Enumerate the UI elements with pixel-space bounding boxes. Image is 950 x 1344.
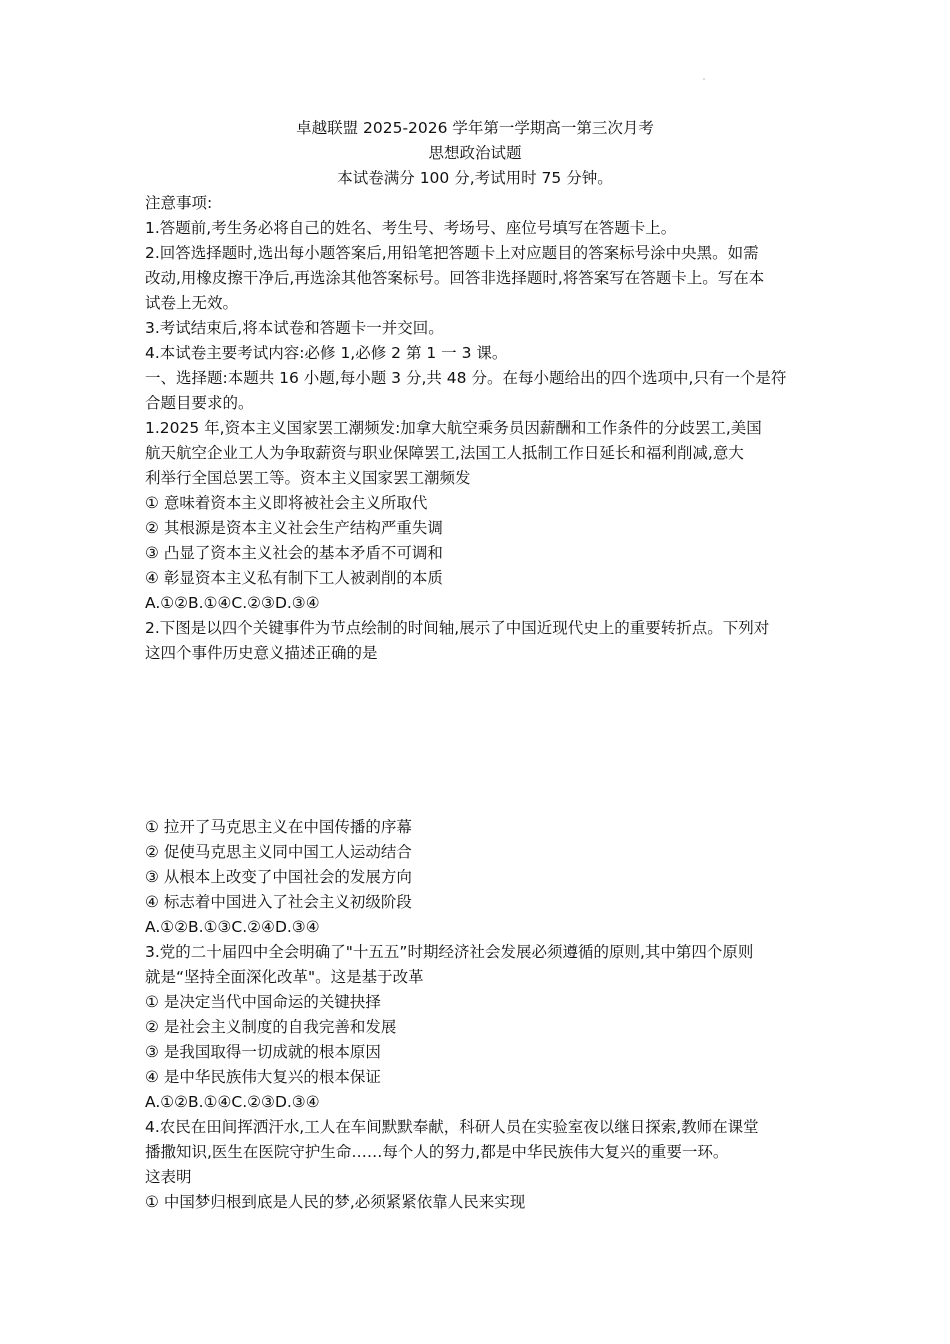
q1-answers: A.①②B.①④C.②③D.③④ bbox=[145, 594, 320, 612]
q2-answers: A.①②B.①③C.②④D.③④ bbox=[145, 918, 320, 936]
q2-option: ① 拉开了马克思主义在中国传播的序幕 bbox=[145, 818, 412, 836]
notice-line: 2.回答选择题时,选出每小题答案后,用铅笔把答题卡上对应题目的答案标号涂中央黑。如需 bbox=[145, 244, 759, 262]
q2-option: ④ 标志着中国进入了社会主义初级阶段 bbox=[145, 893, 412, 911]
q1-stem: 1.2025 年,资本主义国家罢工潮频发:加拿大航空乘务员因薪酬和工作条件的分歧罢工,美国 bbox=[145, 419, 762, 437]
exam-title: 卓越联盟 2025-2026 学年第一学期高一第三次月考 bbox=[296, 119, 654, 137]
q1-option: ③ 凸显了资本主义社会的基本矛盾不可调和 bbox=[145, 544, 443, 562]
timeline-figure-area bbox=[145, 665, 805, 805]
q3-option: ③ 是我国取得一切成就的根本原因 bbox=[145, 1043, 381, 1061]
notice-heading: 注意事项: bbox=[145, 194, 213, 212]
q4-stem: 这表明 bbox=[145, 1168, 192, 1186]
q3-answers: A.①②B.①④C.②③D.③④ bbox=[145, 1093, 320, 1111]
notice-line: 1.答题前,考生务必将自己的姓名、考生号、考场号、座位号填写在答题卡上。 bbox=[145, 219, 677, 237]
q4-stem: 4.农民在田间挥洒汗水,工人在车间默默奉献，科研人员在实验室夜以继日探索,教师在课堂 bbox=[145, 1118, 759, 1136]
exam-subject: 思想政治试题 bbox=[428, 144, 522, 162]
q1-option: ② 其根源是资本主义社会生产结构严重失调 bbox=[145, 519, 443, 537]
q3-stem: 3.党的二十届四中全会明确了"十五五”时期经济社会发展必须遵循的原则,其中第四个原则 bbox=[145, 943, 754, 961]
notice-line: 3.考试结束后,将本试卷和答题卡一并交回。 bbox=[145, 319, 444, 337]
notice-line: 4.本试卷主要考试内容:必修 1,必修 2 第 1 一 3 课。 bbox=[145, 344, 508, 362]
q2-stem: 2.下图是以四个关键事件为节点绘制的时间轴,展示了中国近现代史上的重要转折点。下列对 bbox=[145, 619, 770, 637]
q1-stem: 利举行全国总罢工等。资本主义国家罢工潮频发 bbox=[145, 469, 471, 487]
scan-mark bbox=[703, 78, 705, 80]
q3-stem: 就是“坚持全面深化改革"。这是基于改革 bbox=[145, 968, 424, 986]
q3-option: ② 是社会主义制度的自我完善和发展 bbox=[145, 1018, 397, 1036]
q1-stem: 航天航空企业工人为争取薪资与职业保障罢工,法国工人抵制工作日延长和福利削减,意大 bbox=[145, 444, 744, 462]
exam-info: 本试卷满分 100 分,考试用时 75 分钟。 bbox=[337, 169, 613, 187]
q3-option: ① 是决定当代中国命运的关键抉择 bbox=[145, 993, 381, 1011]
section-heading: 合题目要求的。 bbox=[145, 394, 254, 412]
section-heading: 一、选择题:本题共 16 小题,每小题 3 分,共 48 分。在每小题给出的四个选项中,只有一个是符 bbox=[145, 369, 787, 387]
q2-stem: 这四个事件历史意义描述正确的是 bbox=[145, 644, 378, 662]
q2-option: ② 促使马克思主义同中国工人运动结合 bbox=[145, 843, 412, 861]
q2-option: ③ 从根本上改变了中国社会的发展方向 bbox=[145, 868, 412, 886]
q4-stem: 播撒知识,医生在医院守护生命……每个人的努力,都是中华民族伟大复兴的重要一环。 bbox=[145, 1143, 729, 1161]
notice-line: 改动,用橡皮擦干净后,再选涂其他答案标号。回答非选择题时,将答案写在答题卡上。写在本 bbox=[145, 269, 765, 287]
q4-option: ① 中国梦归根到底是人民的梦,必须紧紧依靠人民来实现 bbox=[145, 1193, 526, 1211]
q1-option: ① 意味着资本主义即将被社会主义所取代 bbox=[145, 494, 428, 512]
q3-option: ④ 是中华民族伟大复兴的根本保证 bbox=[145, 1068, 381, 1086]
notice-line: 试卷上无效。 bbox=[145, 294, 239, 312]
q1-option: ④ 彰显资本主义私有制下工人被剥削的本质 bbox=[145, 569, 443, 587]
